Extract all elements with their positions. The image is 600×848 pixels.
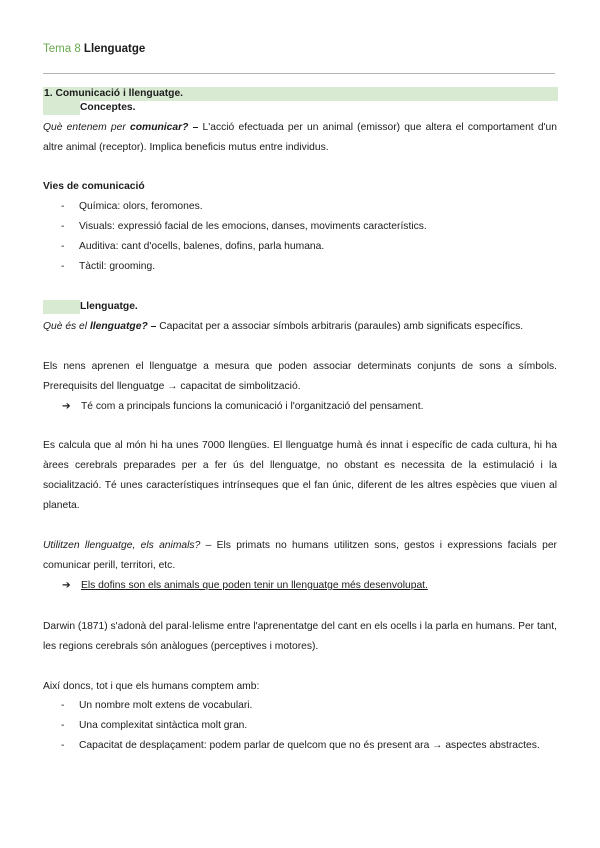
dash-bullet: - — [61, 261, 65, 272]
list-item: - Tàctil: grooming. — [43, 257, 557, 277]
question-keyword: llenguatge — [89, 321, 142, 332]
question-animals — [43, 536, 557, 576]
list-item: - Capacitat de desplaçament: podem parlar de quelcom que no és present ara → aspectes abstractes. — [43, 736, 557, 756]
list-item: - Visuals: expressió facial de les emocions, danses, moviments característics. — [43, 217, 557, 237]
arrow-bullet-icon: ➔ — [62, 401, 71, 412]
page-title — [43, 43, 145, 55]
dash-bullet: - — [61, 720, 65, 731]
dash-bullet: - — [61, 241, 65, 252]
question-label: Utilitzen llenguatge, els animals? — [43, 540, 201, 551]
subheading-highlight-conceptes — [43, 101, 80, 115]
tema-number: Tema 8 — [43, 43, 81, 55]
dash-bullet: - — [61, 201, 65, 212]
subheading-llenguatge: Llenguatge. — [80, 301, 138, 312]
section-heading: 1. Comunicació i llenguatge. — [43, 87, 558, 101]
question-answer: Capacitat per a associar símbols arbitraris (paraules) amb significats específics. — [159, 321, 524, 332]
paragraph-nens: Els nens aprenen el llenguatge a mesura que poden associar determinats conjunts de sons a símbols. Prerequisits del llenguatge → capacitat de simbolització. — [43, 361, 557, 392]
dash-bullet: - — [61, 221, 65, 232]
question-keyword: comunicar? — [130, 122, 189, 133]
paragraph-aixi: Així doncs, tot i que els humans comptem amb: — [43, 681, 260, 692]
subheading-highlight-llenguatge — [43, 300, 80, 314]
dash-bullet: - — [61, 700, 65, 711]
question-mark: ? – — [141, 321, 160, 332]
paragraph-darwin: Darwin (1871) s'adonà del paral·lelisme entre l'aprenentatge del cant en els ocells i la parla en humans. Per tant, les regions cerebrals són anàlogues (perceptives i motores). — [43, 621, 557, 652]
list-item: ➔ Els dofins son els animals que poden tenir un llenguatge més desenvolupat. — [43, 576, 557, 596]
question-answer: L'acció efectuada per un animal (emissor) que altera el comportament d'un altre animal (receptor). Implica beneficis mutus entre individus. — [43, 122, 558, 153]
subheading-conceptes: Conceptes. — [80, 102, 136, 113]
title-divider — [43, 73, 555, 74]
question-comunicar — [43, 118, 557, 158]
question-label: Què entenem per — [43, 122, 131, 133]
list-item: - Química: olors, feromones. — [43, 197, 557, 217]
arrow-list-dofins — [43, 576, 557, 596]
list-item: - Auditiva: cant d'ocells, balenes, dofins, parla humana. — [43, 237, 557, 257]
paragraph-llengues: Es calcula que al món hi ha unes 7000 llengües. El llenguatge humà és innat i específic de cada cultura, hi ha àrees cerebrals preparades per a fer ús del llenguatge, no obstant es necessita de la estimulació i la socialització. Té unes característiques intrínseques que el fan únic, diferent de les altres espècies que viuen al planeta. — [43, 440, 557, 511]
question-answer: – Els primats no humans utilitzen sons, gestos i expressions facials per comunicar perill, territori, etc. — [43, 540, 557, 571]
arrow-bullet-icon: ➔ — [62, 580, 71, 591]
tema-title: Llenguatge — [83, 43, 146, 55]
dash-bullet: - — [61, 740, 65, 751]
list-item: - Un nombre molt extens de vocabulari. — [43, 696, 557, 716]
humans-list — [43, 696, 557, 756]
vies-heading: Vies de comunicació — [43, 181, 145, 192]
vies-list — [43, 197, 557, 277]
question-llenguatge — [43, 317, 557, 337]
question-label: Què és el — [43, 321, 90, 332]
arrow-list-funcions — [43, 397, 557, 417]
list-item: ➔ Té com a principals funcions la comunicació i l'organització del pensament. — [43, 397, 557, 417]
question-dash: – — [188, 122, 203, 133]
list-item: - Una complexitat sintàctica molt gran. — [43, 716, 557, 736]
